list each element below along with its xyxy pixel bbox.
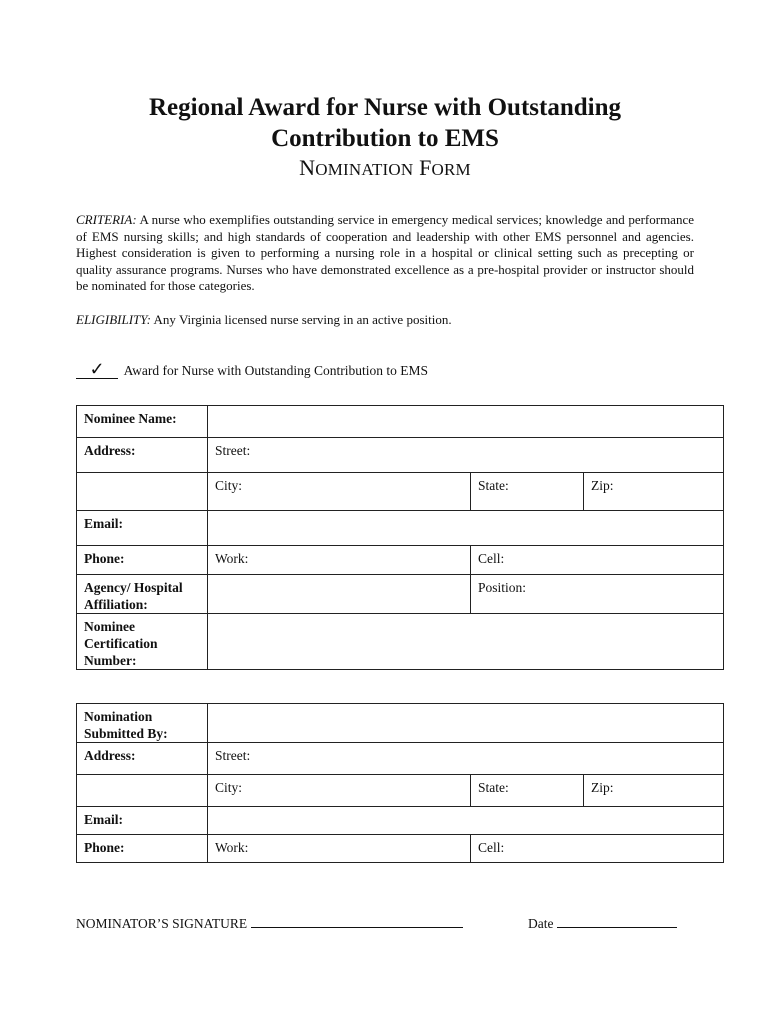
nominee-phone-row (77, 546, 724, 575)
eligibility-text: Any Virginia licensed nurse serving in an active position. (153, 312, 452, 327)
nominee-work-phone-field[interactable] (208, 546, 471, 575)
nominee-table (76, 405, 724, 670)
nominee-street-label: Street: (215, 443, 251, 458)
nominee-zip-label: Zip: (591, 478, 614, 493)
nominee-agency-row (77, 575, 724, 614)
submitter-name-row (77, 704, 724, 743)
nominee-state-field[interactable] (471, 473, 584, 511)
award-checkbox-label: Award for Nurse with Outstanding Contribution to EMS (123, 363, 429, 378)
date-line (528, 914, 677, 933)
submitter-city-row (77, 775, 724, 807)
nominee-cert-label: Nominee Certification Number: (77, 614, 208, 670)
nominee-position-label: Position: (478, 580, 527, 595)
nominee-position-field[interactable] (471, 575, 724, 614)
nominee-cell-label: Cell: (478, 551, 505, 566)
form-title-line2: Contribution to EMS (271, 125, 499, 152)
nominee-city-row (77, 473, 724, 511)
subtitle-initial-f: F (419, 155, 432, 180)
nominee-street-field[interactable] (208, 438, 724, 473)
nominee-state-label: State: (478, 478, 509, 493)
submitter-address-label: Address: (77, 743, 208, 775)
criteria-text: A nurse who exemplifies outstanding service in emergency medical services; knowledge and performance of EMS nursing skills; and high standards of cooperation and leadership with other EMS personnel and agencies. Highest consideration is given to performing a nursing role in a hospital or clinical setting such as precepting or quality assurance programs. Nurses who have demonstrated excellence as a pre-hospital provider or instructor should be nominated for those categories. (76, 212, 694, 294)
criteria-paragraph (76, 212, 694, 295)
criteria-label: CRITERIA: (76, 212, 137, 227)
submitter-street-label: Street: (215, 748, 251, 763)
submitter-city-label: City: (215, 780, 243, 795)
nominee-cell-phone-field[interactable] (471, 546, 724, 575)
submitter-state-label: State: (478, 780, 509, 795)
award-checkbox[interactable]: ✓ (76, 360, 118, 379)
submitter-work-phone-field[interactable] (208, 835, 471, 863)
nominee-city-label-cell (77, 473, 208, 511)
submitter-phone-label: Phone: (77, 835, 208, 863)
submitter-email-field[interactable] (208, 807, 724, 835)
submitter-table (76, 703, 724, 863)
form-subtitle (0, 153, 770, 185)
submitter-cell-label: Cell: (478, 840, 505, 855)
nominee-phone-label: Phone: (77, 546, 208, 575)
nominee-email-field[interactable] (208, 511, 724, 546)
nominee-email-row (77, 511, 724, 546)
subtitle-rest-omination: OMINATION (315, 160, 414, 179)
nominee-name-label: Nominee Name: (77, 406, 208, 438)
nominee-address-label: Address: (77, 438, 208, 473)
nominee-agency-label: Agency/ Hospital Affiliation: (77, 575, 208, 614)
nominee-work-label: Work: (215, 551, 249, 566)
nominee-cert-field[interactable] (208, 614, 724, 670)
date-label: Date (528, 916, 554, 931)
nominee-email-label: Email: (77, 511, 208, 546)
nominee-name-field[interactable] (208, 406, 724, 438)
signature-label: NOMINATOR’S SIGNATURE (76, 916, 248, 931)
submitter-cell-phone-field[interactable] (471, 835, 724, 863)
submitter-street-field[interactable] (208, 743, 724, 775)
date-blank[interactable] (557, 914, 677, 928)
signature-blank[interactable] (251, 914, 463, 928)
nominee-city-label: City: (215, 478, 243, 493)
submitter-phone-row (77, 835, 724, 863)
submitter-zip-label: Zip: (591, 780, 614, 795)
submitter-work-label: Work: (215, 840, 249, 855)
submitter-zip-field[interactable] (584, 775, 724, 807)
form-title-line1: Regional Award for Nurse with Outstanding (148, 94, 622, 121)
submitter-email-label: Email: (77, 807, 208, 835)
submitter-email-row (77, 807, 724, 835)
submitter-city-field[interactable] (208, 775, 471, 807)
nominee-city-field[interactable] (208, 473, 471, 511)
nominee-zip-field[interactable] (584, 473, 724, 511)
eligibility-label: ELIGIBILITY: (76, 312, 151, 327)
eligibility-paragraph (76, 312, 694, 329)
submitter-name-label: Nomination Submitted By: (77, 704, 208, 743)
nominee-name-row (77, 406, 724, 438)
nominee-cert-row (77, 614, 724, 670)
submitter-street-row (77, 743, 724, 775)
nominee-street-row (77, 438, 724, 473)
signature-line (76, 914, 463, 933)
submitter-city-label-cell (77, 775, 208, 807)
nominee-agency-field[interactable] (208, 575, 471, 614)
submitter-state-field[interactable] (471, 775, 584, 807)
subtitle-initial-n: N (299, 155, 316, 180)
subtitle-rest-orm: ORM (431, 160, 471, 179)
award-checkbox-line (76, 360, 428, 381)
submitter-name-field[interactable] (208, 704, 724, 743)
